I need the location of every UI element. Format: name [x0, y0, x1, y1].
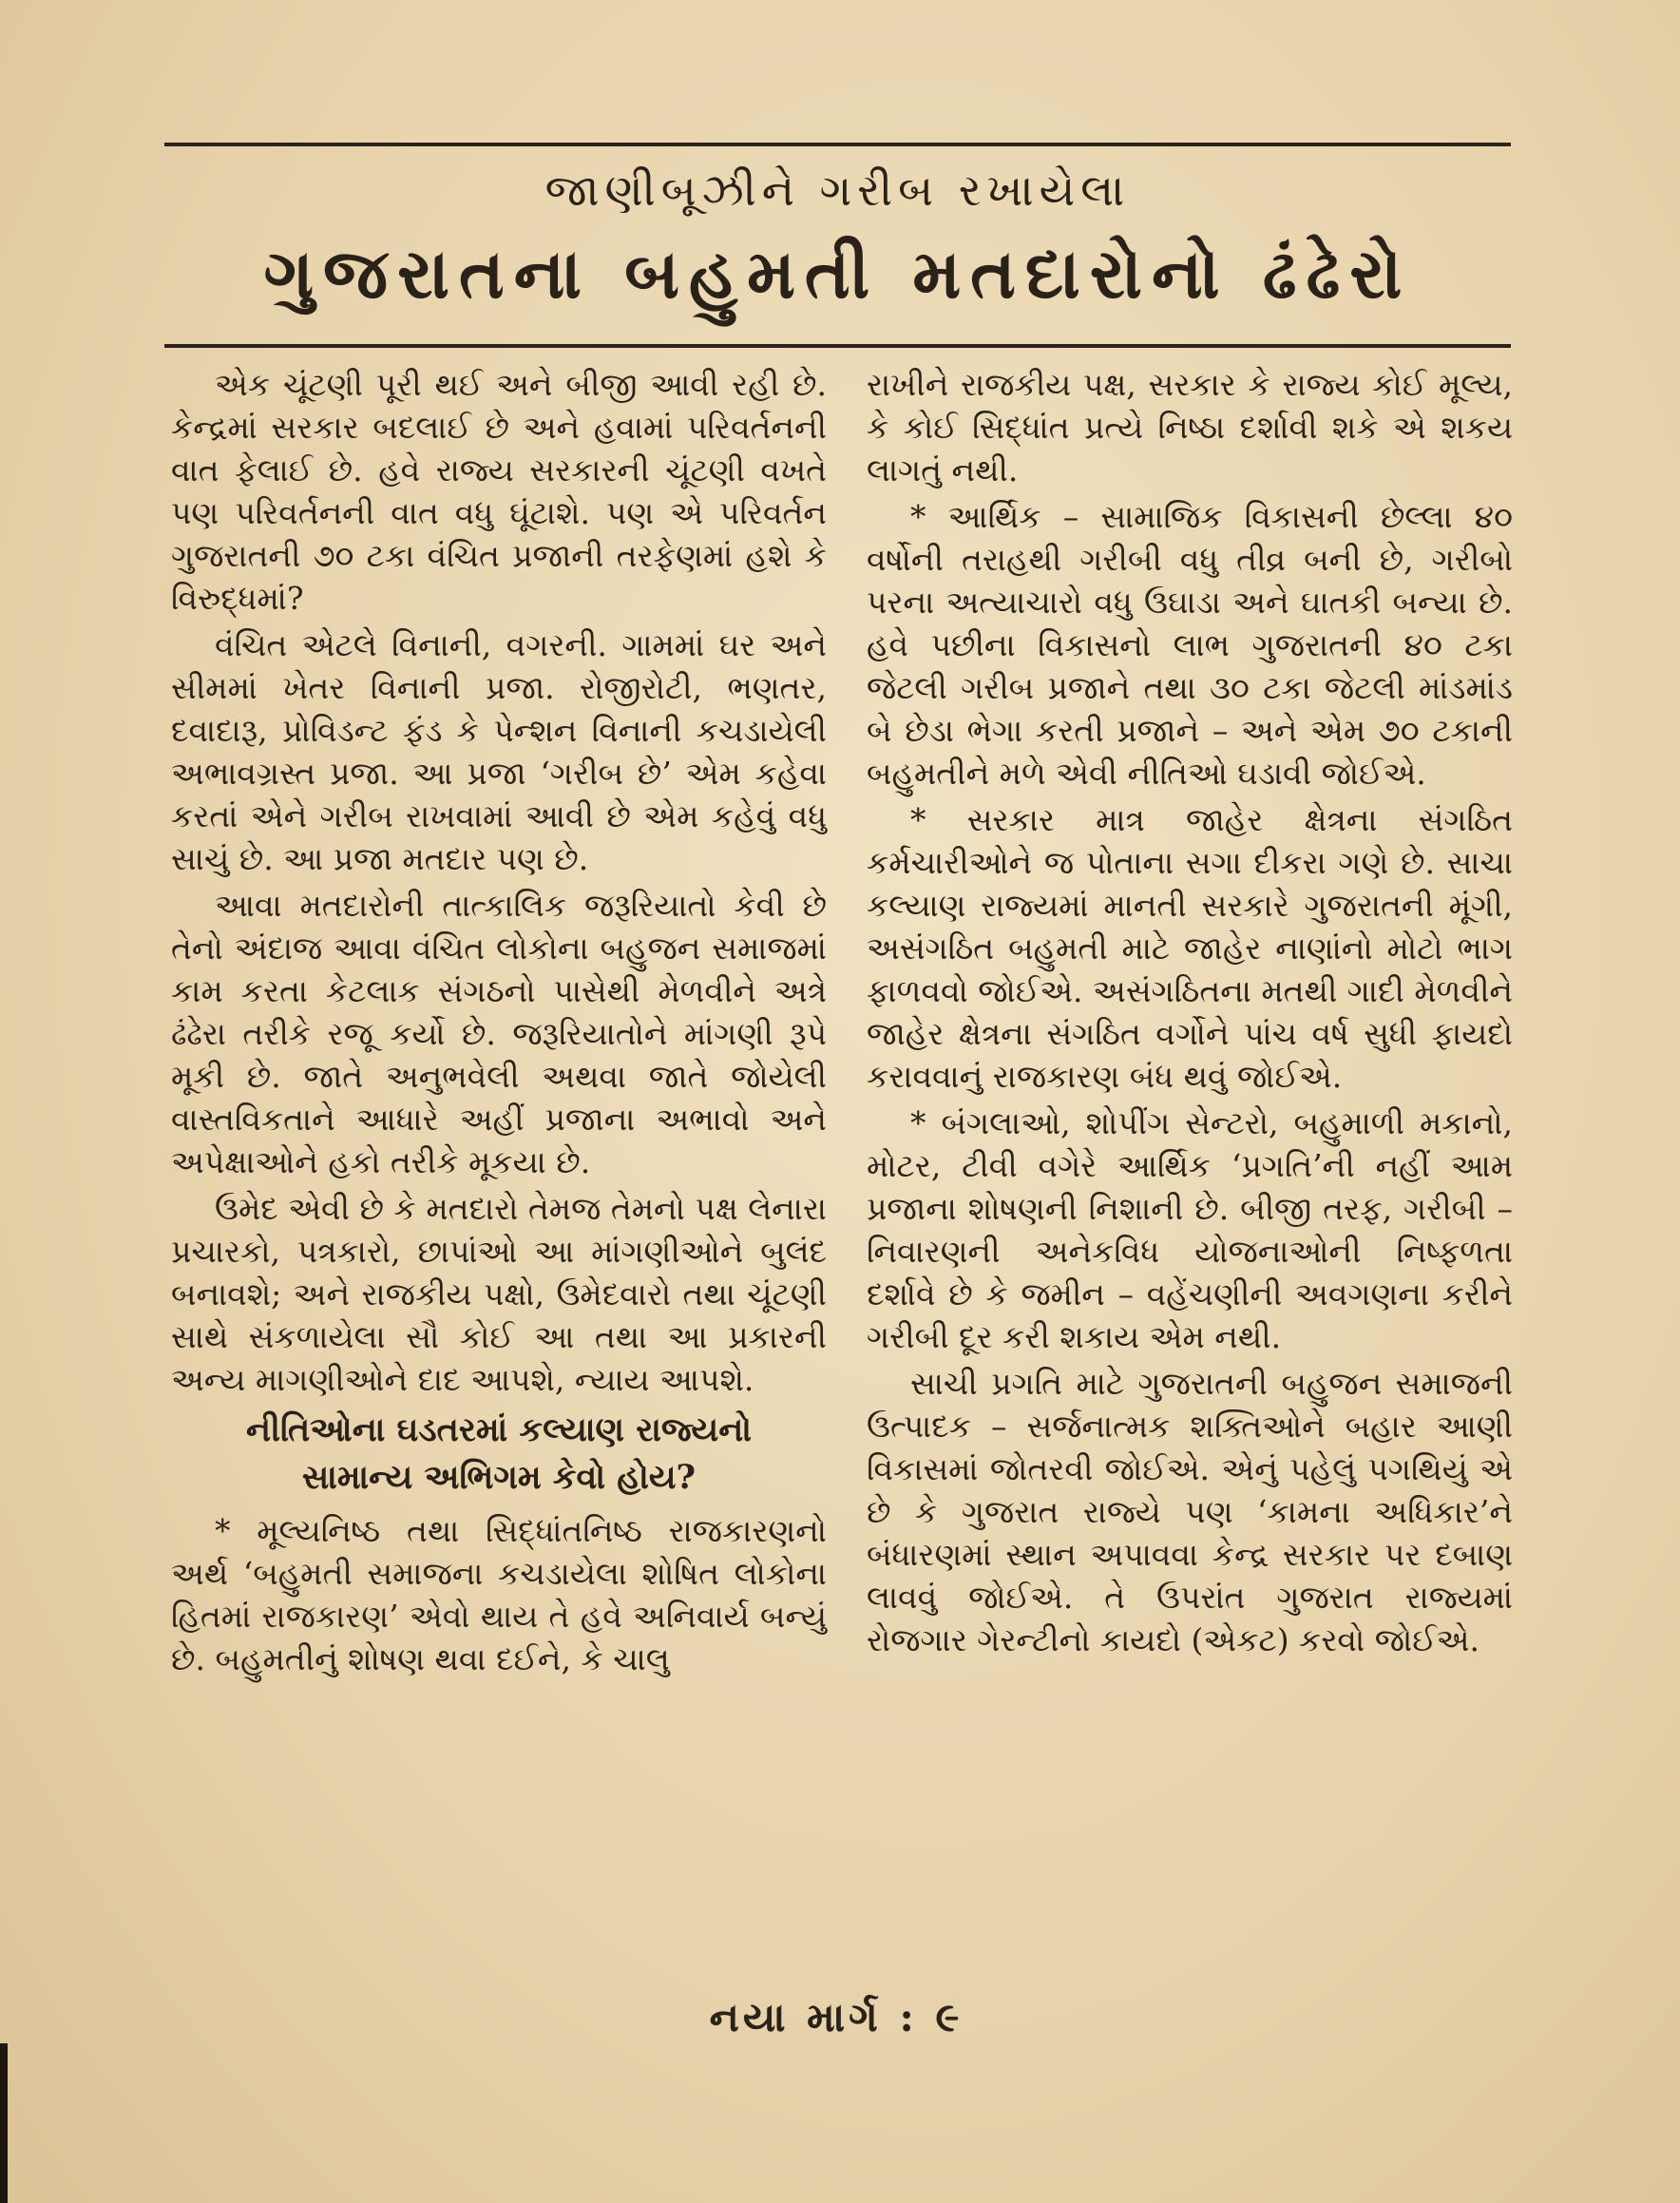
- paragraph: * બંગલાઓ, શોપીંગ સેન્ટરો, બહુમાળી મકાનો, મોટર, ટીવી વગેરે આર્થિક ‘પ્રગતિ’ની નહીં આમ પ્રજાના શોષણની નિશાની છે. બીજી તરફ, ગરીબી – નિવારણની અનેકવિધ યોજનાઓની નિષ્ફળતા દર્શાવે છે કે જમીન – વહેંચણીની અવગણના કરીને ગરીબી દૂર કરી શકાય એમ નથી.: [867, 1104, 1513, 1355]
- headline-rule: [164, 344, 1511, 348]
- top-rule: [164, 143, 1511, 146]
- section-subhead: [171, 1407, 827, 1502]
- page-footer: નયા માર્ગ : ૯: [709, 1994, 964, 2040]
- left-column: [171, 363, 827, 1684]
- paragraph: આવા મતદારોની તાત્કાલિક જરૂરિયાતો કેવી છે તેનો અંદાજ આવા વંચિત લોકોના બહુજન સમાજમાં કામ કરતા કેટલાક સંગઠનો પાસેથી મેળવીને અત્રે ઢંઢેરા તરીકે રજૂ કર્યો છે. જરૂરિયાતોને માંગણી રૂપે મૂકી છે. જાતે અનુભવેલી અથવા જાતે જોયેલી વાસ્તવિકતાને આધારે અહીં પ્રજાના અભાવો અને અપેક્ષાઓને હકો તરીકે મૂકયા છે.: [171, 887, 827, 1180]
- paragraph: વંચિત એટલે વિનાની, વગરની. ગામમાં ઘર અને સીમમાં ખેતર વિનાની પ્રજા. રોજીરોટી, ભણતર, દવાદારૂ, પ્રોવિડન્ટ ફંડ કે પેન્શન વિનાની કચડાયેલી અભાવગ્રસ્ત પ્રજા. આ પ્રજા ‘ગરીબ છે’ એમ કહેવા કરતાં એને ગરીબ રાખવામાં આવી છે એમ કહેવું વધુ સાચું છે. આ પ્રજા મતદાર પણ છે.: [171, 626, 827, 877]
- paragraph: રાખીને રાજકીય પક્ષ, સરકાર કે રાજ્ય કોઈ મૂલ્ય, કે કોઈ સિદ્ધાંત પ્રત્યે નિષ્ઠા દર્શાવી શકે એ શકય લાગતું નથી.: [867, 366, 1513, 488]
- article-kicker: જાણીબૂઝીને ગરીબ રખાયેલા: [544, 164, 1131, 216]
- paragraph: સાચી પ્રગતિ માટે ગુજરાતની બહુજન સમાજની ઉત્પાદક – સર્જનાત્મક શક્તિઓને બહાર આણી વિકાસમાં જોતરવી જોઈએ. એનું પહેલું પગથિયું એ છે કે ગુજરાત રાજ્યે પણ ‘કામના અધિકાર’ને બંધારણમાં સ્થાન અપાવવા કેન્દ્ર સરકાર પર દબાણ લાવવું જોઈએ. તે ઉપરાંત ગુજરાત રાજ્યમાં રોજગાર ગેરન્ટીનો કાયદો (એકટ) કરવો જોઈએ.: [867, 1365, 1513, 1658]
- article-headline: ગુજરાતના બહુમતી મતદારોનો ઢંઢેરો: [263, 233, 1412, 314]
- paragraph: * આર્થિક – સામાજિક વિકાસની છેલ્લા ૪૦ વર્ષોની તરાહથી ગરીબી વધુ તીવ્ર બની છે, ગરીબો પરના અત્યાચારો વધુ ઉઘાડા અને ઘાતકી બન્યા છે. હવે પછીના વિકાસનો લાભ ગુજરાતની ૪૦ ટકા જેટલી ગરીબ પ્રજાને તથા ૩૦ ટકા જેટલી માંડમાંડ બે છેડા ભેગા કરતી પ્રજાને – અને એમ ૭૦ ટકાની બહુમતીને મળે એવી નીતિઓ ઘડાવી જોઈએ.: [867, 498, 1513, 792]
- paragraph: એક ચૂંટણી પૂરી થઈ અને બીજી આવી રહી છે. કેન્દ્રમાં સરકાર બદલાઈ છે અને હવામાં પરિવર્તનની વાત ફેલાઈ છે. હવે રાજ્ય સરકારની ચૂંટણી વખતે પણ પરિવર્તનની વાત વધુ ઘૂંટાશે. પણ એ પરિવર્તન ગુજરાતની ૭૦ ટકા વંચિત પ્રજાની તરફેણમાં હશે કે વિરુદ્ધમાં?: [171, 366, 827, 617]
- right-column: [867, 363, 1513, 1665]
- subhead-line: સામાન્ય અભિગમ કેવો હોય?: [301, 1458, 697, 1497]
- scan-edge: [0, 2043, 8, 2203]
- paragraph: ઉમેદ એવી છે કે મતદારો તેમજ તેમનો પક્ષ લેનારા પ્રચારકો, પત્રકારો, છાપાંઓ આ માંગણીઓને બુલંદ બનાવશે; અને રાજકીય પક્ષો, ઉમેદવારો તથા ચૂંટણી સાથે સંકળાયેલા સૌ કોઈ આ તથા આ પ્રકારની અન્ય માગણીઓને દાદ આપશે, ન્યાય આપશે.: [171, 1190, 827, 1398]
- paragraph: * સરકાર માત્ર જાહેર ક્ષેત્રના સંગઠિત કર્મચારીઓને જ પોતાના સગા દીકરા ગણે છે. સાચા કલ્યાણ રાજ્યમાં માનતી સરકારે ગુજરાતની મૂંગી, અસંગઠિત બહુમતી માટે જાહેર નાણાંનો મોટો ભાગ ફાળવવો જોઈએ. અસંગઠિતના મતથી ગાદી મેળવીને જાહેર ક્ષેત્રના સંગઠિત વર્ગોને પાંચ વર્ષ સુધી ફાયદો કરાવવાનું રાજકારણ બંધ થવું જોઈએ.: [867, 801, 1513, 1095]
- paragraph: * મૂલ્યનિષ્ઠ તથા સિદ્ધાંતનિષ્ઠ રાજકારણનો અર્થ ‘બહુમતી સમાજના કચડાયેલા શોષિત લોકોના હિતમાં રાજકારણ’ એવો થાય તે હવે અનિવાર્ય બન્યું છે. બહુમતીનું શોષણ થવા દઈને, કે ચાલુ: [171, 1512, 827, 1677]
- subhead-line: નીતિઓના ઘડતરમાં કલ્યાણ રાજ્યનો: [245, 1410, 753, 1449]
